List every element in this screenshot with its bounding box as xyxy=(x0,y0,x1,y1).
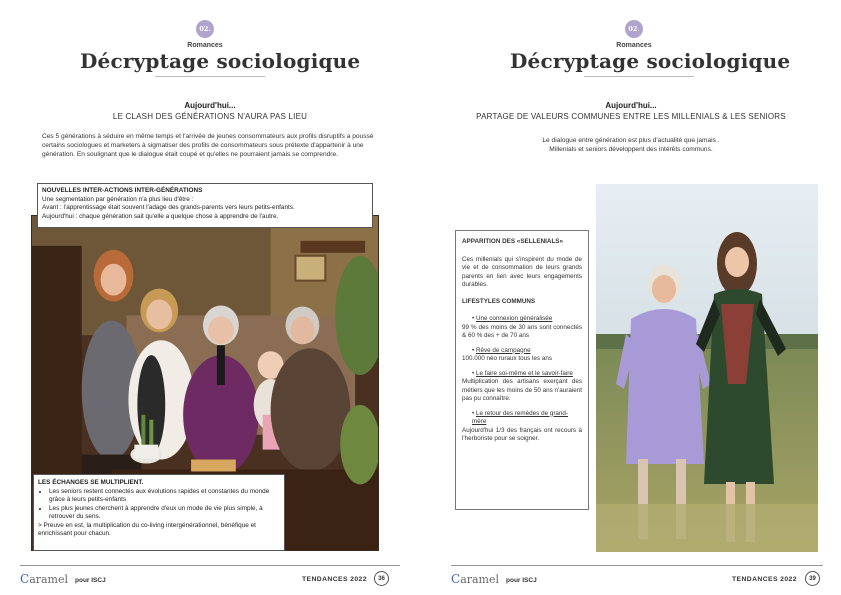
footer-divider xyxy=(20,565,400,566)
intergeneration-line-3: Aujourd'hui : chaque génération sait qu'elle a quelque chose à apprendre de l'autre. xyxy=(42,212,279,220)
intergeneration-line-2: Avant : l'apprentissage était souvent l'adage des grands-parents vers leurs petits-enfants. xyxy=(42,204,295,212)
lifestyle-item-title-row: • Rêve de campagne xyxy=(472,346,531,354)
subheading-today: Aujourd'hui... xyxy=(605,101,657,110)
exchanges-box xyxy=(33,474,285,551)
lifestyle-item-title: Une connexion généralisée xyxy=(475,315,553,322)
chapter-badge: 02. xyxy=(625,20,643,38)
intergeneration-line-1: Une segmentation par génération n'a plus lieu d'être : xyxy=(42,195,194,203)
exchanges-bullet: • Les seniors restent connectés aux évolutions rapides et constantes du monde grâce à leurs petits-enfants xyxy=(49,488,280,505)
section-label: Romances xyxy=(616,42,652,49)
footer-publication: TENDANCES 2022 xyxy=(732,576,797,583)
lifestyle-item-title-row: • Une connexion généralisée xyxy=(472,315,553,322)
exchanges-bullet: • Les plus jeunes cherchent à apprendre d'eux un mode de vie plus simple, à retrouver du sens. xyxy=(49,505,280,522)
lifestyle-item-title: Le retour des remèdes de grand-mère xyxy=(472,409,569,425)
subheading-main: PARTAGE DE VALEURS COMMUNES ENTRE LES MILLENIALS & LES SENIORS xyxy=(476,112,786,121)
senior-millenial-photo xyxy=(596,184,818,552)
lifestyle-item xyxy=(462,410,582,444)
brand-logo-initial: C xyxy=(451,572,461,586)
lifestyle-item-title-row: • Le retour des remèdes de grand-mère xyxy=(472,409,569,425)
brand-logo-text: aramel xyxy=(29,573,69,586)
brand-logo-text: aramel xyxy=(460,573,500,586)
page-title: Décryptage sociologique xyxy=(80,49,361,73)
lifestyle-item xyxy=(462,347,582,364)
subheading-main: LE CLASH DES GÉNÉRATIONS N'AURA PAS LIEU xyxy=(112,112,308,121)
exchanges-list xyxy=(38,488,280,522)
intergeneration-box xyxy=(37,183,373,228)
page-number: 36 xyxy=(374,571,389,586)
footer-publication: TENDANCES 2022 xyxy=(302,576,367,583)
brand-logo xyxy=(451,572,499,586)
lifestyle-item-text: Multiplication des artisans exerçant des métiers que les moins de 50 ans n'auraient pas pu connaître. xyxy=(462,378,582,402)
title-underline xyxy=(155,76,265,77)
title-underline xyxy=(584,76,694,77)
exchanges-proof: > Preuve en est, la multiplication du co-living intergénérationnel, bénéfique et enrichissant pour chacun. xyxy=(38,521,256,538)
left-page xyxy=(0,0,420,595)
lifestyles-list xyxy=(462,315,582,444)
page-title: Décryptage sociologique xyxy=(510,49,791,73)
exchanges-heading: LES ÉCHANGES SE MULTIPLIENT. xyxy=(38,479,144,486)
lifestyle-item xyxy=(462,370,582,404)
lifestyles-heading: LIFESTYLES COMMUNS xyxy=(462,297,536,305)
chapter-badge: 02. xyxy=(196,20,214,38)
right-page xyxy=(421,0,841,595)
section-label: Romances xyxy=(187,42,223,49)
intro-line-1: Le dialogue entre génération est plus d'actualité que jamais . xyxy=(542,137,720,144)
brand-logo xyxy=(20,572,68,586)
footer-client: pour ISCJ xyxy=(506,577,537,584)
brand-logo-initial: C xyxy=(20,572,30,586)
lifestyle-item-title: Rêve de campagne xyxy=(475,346,531,354)
footer-client: pour ISCJ xyxy=(75,577,106,584)
intergeneration-heading: NOUVELLES INTER-ACTIONS INTER-GÉNÉRATIONS xyxy=(42,187,203,194)
intro-paragraph: Ces 5 générations à séduire en même temps et l'arrivée de jeunes consommateurs aux profils disruptifs a poussé certains sociologues et marketers à sigmatiser des profils de consommateurs sous prétexte d'appartenir à une génération. En soulignant que le dialogue était coupé et qu'elles ne pourraient jamais se comprendre. xyxy=(42,133,374,158)
lifestyle-item-text: 100.000 néo ruraux tous les ans xyxy=(462,355,552,362)
sellenials-heading: APPARITION DES «SELLENIALS» xyxy=(462,238,563,245)
lifestyle-item-text: 99 % des moins de 30 ans sont connectés & 60 % des + de 70 ans xyxy=(462,323,582,339)
subheading-today: Aujourd'hui... xyxy=(184,101,236,110)
sellenials-body: Ces millenials qui s'inspirent du mode de vie et de consommation de leurs grands parents en lien avec leurs engagements durables. xyxy=(462,255,582,288)
lifestyle-item-title: Le faire soi-même et le savoir-faire xyxy=(475,369,573,377)
intro-line-2: Millenials et seniors développent des intérêts communs. xyxy=(549,146,713,153)
lifestyle-item xyxy=(462,315,582,341)
sellenials-box xyxy=(455,230,589,510)
lifestyle-item-title-row: • Le faire soi-même et le savoir-faire xyxy=(472,369,573,377)
senior-millenial-illustration xyxy=(596,184,818,552)
lifestyle-item-text: Aujourd'hui 1/3 des français ont recours à l'herboriste pour se soigner. xyxy=(462,426,582,442)
page-number: 39 xyxy=(805,571,820,586)
footer-divider xyxy=(451,565,823,566)
